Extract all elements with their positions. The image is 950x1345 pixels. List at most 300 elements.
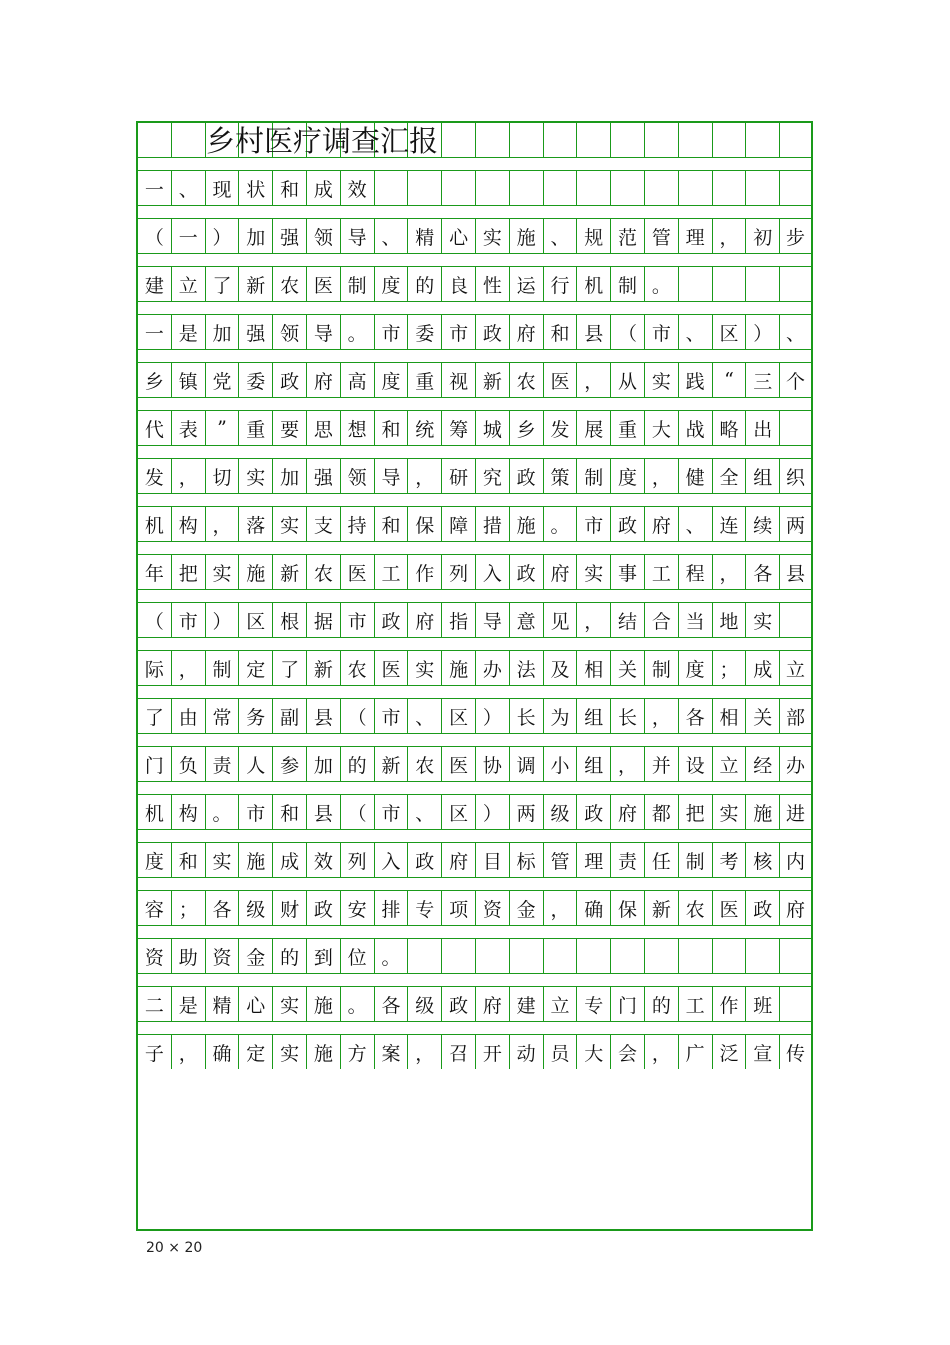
grid-cell: 为 [544,699,578,733]
grid-cell: ） [476,699,510,733]
row-gap-band [138,685,811,699]
grid-cell: 协 [476,747,510,781]
grid-cell: 资 [476,891,510,925]
text-row [138,219,811,253]
grid-cell: 责 [611,843,645,877]
grid-cell: 据 [307,603,341,637]
grid-cell: 府 [510,315,544,349]
grid-cell: 政 [273,363,307,397]
row-gap-band [138,973,811,987]
grid-cell: 府 [544,555,578,589]
grid-cell [442,171,476,205]
grid-cell [645,171,679,205]
grid-cell: 的 [645,987,679,1021]
grid-cell: 市 [375,795,409,829]
grid-cell: 金 [239,939,273,973]
text-row [138,267,811,301]
grid-cell: 医 [544,363,578,397]
grid-cell: 负 [172,747,206,781]
grid-cell: 的 [408,267,442,301]
grid-cell: 标 [510,843,544,877]
grid-cell: 都 [645,795,679,829]
manuscript-grid [136,121,813,1231]
grid-cell: 心 [239,987,273,1021]
grid-cell: 机 [138,795,172,829]
grid-cell: 两 [786,514,806,537]
text-row [138,1035,811,1069]
text-row [138,699,811,733]
grid-cell [442,939,476,973]
text-row [138,843,811,877]
grid-cell: 研 [442,459,476,493]
grid-cell: ） [476,795,510,829]
grid-cell: 农 [307,555,341,589]
grid-cell: 当 [679,603,713,637]
grid-cell: 实 [577,555,611,589]
grid-cell: 人 [239,747,273,781]
grid-cell [408,171,442,205]
grid-cell: 及 [544,651,578,685]
grid-cell: 度 [375,363,409,397]
grid-cell: 农 [679,891,713,925]
grid-cell: ， [713,219,747,253]
grid-cell: 位 [341,939,375,973]
grid-cell: 步 [786,226,806,249]
grid-cell: 现 [206,171,240,205]
grid-cell: 初 [746,219,780,253]
grid-cell [442,123,476,157]
grid-cell: 工 [645,555,679,589]
grid-cell: 县 [307,699,341,733]
grid-cell: 定 [239,1035,273,1069]
grid-cell: 行 [544,267,578,301]
grid-cell: 区 [239,603,273,637]
grid-cell: 区 [442,699,476,733]
grid-cell: 政 [442,987,476,1021]
grid-cell: 作 [408,555,442,589]
text-row [138,507,811,541]
grid-cell: 办 [786,754,806,777]
grid-cell: 的 [341,747,375,781]
grid-cell: 。 [375,939,409,973]
grid-cell [679,267,713,301]
grid-cell: 精 [408,219,442,253]
row-gap-band [138,877,811,891]
grid-cell: 持 [341,507,375,541]
grid-cell: 内 [786,850,806,873]
grid-cell: 实 [273,507,307,541]
grid-cell [611,171,645,205]
grid-cell [780,171,811,205]
grid-cell: 医 [375,651,409,685]
grid-cell: 构 [172,507,206,541]
grid-cell: 传 [786,1042,806,1065]
grid-cell: 实 [206,843,240,877]
grid-cell: 医 [307,267,341,301]
grid-cell [510,171,544,205]
grid-cell: 度 [375,267,409,301]
grid-cell [645,123,679,157]
grid-cell: 市 [239,795,273,829]
grid-cell: 市 [375,699,409,733]
grid-cell: 小 [544,747,578,781]
grid-cell: 府 [786,898,806,921]
grid-cell: ， [577,363,611,397]
grid-size-label: 20 × 20 [146,1240,203,1256]
grid-cell: 三 [746,363,780,397]
row-gap-band [138,157,811,171]
grid-cell: 制 [611,267,645,301]
grid-cell: 政 [375,603,409,637]
grid-cell: 市 [341,603,375,637]
grid-cell: 和 [375,507,409,541]
grid-cell: 安 [341,891,375,925]
grid-cell: 思 [307,411,341,445]
grid-cell: 良 [442,267,476,301]
grid-cell: 效 [307,843,341,877]
grid-cell: 规 [577,219,611,253]
grid-cell: 工 [679,987,713,1021]
grid-cell [577,939,611,973]
grid-cell: 。 [341,315,375,349]
text-row [138,171,811,205]
grid-cell: ， [206,507,240,541]
grid-cell: ） [206,219,240,253]
grid-cell: ； [713,651,747,685]
grid-cell: 农 [273,267,307,301]
grid-cell: 保 [408,507,442,541]
grid-cell: 确 [206,1035,240,1069]
grid-cell: 资 [206,939,240,973]
grid-cell: 级 [408,987,442,1021]
row-gap-band [138,925,811,939]
grid-cell: 重 [408,363,442,397]
grid-cell: 级 [544,795,578,829]
grid-cell: 性 [476,267,510,301]
grid-cell: 和 [273,795,307,829]
grid-cell [780,987,811,1021]
grid-cell: 农 [408,747,442,781]
grid-cell: ） [746,315,780,349]
grid-cell: ， [645,1035,679,1069]
grid-cell: 理 [679,219,713,253]
grid-cell: 、 [408,795,442,829]
grid-cell: 农 [510,363,544,397]
grid-cell: 并 [645,747,679,781]
grid-cell: 副 [273,699,307,733]
grid-cell: 市 [172,603,206,637]
grid-cell: 金 [510,891,544,925]
grid-cell: 泛 [713,1035,747,1069]
grid-cell: 相 [577,651,611,685]
grid-cell: 把 [172,555,206,589]
grid-cell: 考 [713,843,747,877]
grid-cell: 际 [138,651,172,685]
grid-cell: ， [172,1035,206,1069]
grid-cell: 农 [341,651,375,685]
grid-cell: 各 [746,555,780,589]
grid-cell: 由 [172,699,206,733]
grid-cell: 府 [645,507,679,541]
grid-cell: 施 [307,1035,341,1069]
grid-cell: 专 [577,987,611,1021]
grid-cell: 发 [138,459,172,493]
grid-cell: 新 [375,747,409,781]
grid-cell: 医 [442,747,476,781]
grid-cell: 作 [713,987,747,1021]
grid-cell: 组 [746,459,780,493]
grid-cell: 宣 [746,1035,780,1069]
grid-cell: 把 [679,795,713,829]
grid-cell: （ [341,699,375,733]
grid-cell: ， [408,1035,442,1069]
grid-cell [713,939,747,973]
grid-cell: 动 [510,1035,544,1069]
grid-cell: 各 [206,891,240,925]
grid-cell [577,171,611,205]
grid-cell: 经 [746,747,780,781]
grid-cell [780,267,811,301]
grid-cell: 实 [273,987,307,1021]
grid-cell [780,603,811,637]
grid-cell: 想 [341,411,375,445]
grid-cell: 参 [273,747,307,781]
grid-cell: 相 [713,699,747,733]
row-gap-band [138,253,811,267]
grid-cell: 务 [239,699,273,733]
grid-cell: 领 [307,219,341,253]
text-row [138,987,811,1021]
text-row [138,939,811,973]
grid-cell: 政 [476,315,510,349]
grid-cell: 区 [442,795,476,829]
grid-cell: 政 [408,843,442,877]
grid-cell: 实 [713,795,747,829]
grid-cell: 关 [746,699,780,733]
grid-cell: 管 [544,843,578,877]
grid-cell: 确 [577,891,611,925]
grid-cell: 导 [307,315,341,349]
row-gap-band [138,829,811,843]
grid-cell: 了 [206,267,240,301]
grid-cell: 和 [273,171,307,205]
grid-cell: 统 [408,411,442,445]
grid-cell: 责 [206,747,240,781]
row-gap-band [138,733,811,747]
grid-cell: 政 [746,891,780,925]
grid-cell: 表 [172,411,206,445]
grid-cell: 召 [442,1035,476,1069]
grid-cell: 心 [442,219,476,253]
grid-cell: ； [172,891,206,925]
grid-cell: 入 [476,555,510,589]
grid-cell: 方 [341,1035,375,1069]
row-gap-band [138,589,811,603]
grid-cell: 续 [746,507,780,541]
grid-cell: 一 [138,315,172,349]
grid-cell: 个 [786,370,806,393]
grid-cell: 各 [375,987,409,1021]
grid-cell [172,123,206,157]
grid-cell: 根 [273,603,307,637]
grid-cell: 施 [307,987,341,1021]
row-gap-band [138,301,811,315]
grid-cell: 府 [307,363,341,397]
row-gap-band [138,349,811,363]
grid-cell: 从 [611,363,645,397]
grid-cell: 导 [375,459,409,493]
grid-cell: 实 [239,459,273,493]
grid-cell: 实 [408,651,442,685]
grid-cell: 指 [442,603,476,637]
grid-cell: 立 [544,987,578,1021]
grid-cell: 组 [577,747,611,781]
grid-cell: 领 [273,315,307,349]
grid-cell: 实 [746,603,780,637]
row-gap-band [138,1021,811,1035]
grid-cell: 制 [206,651,240,685]
grid-cell: 、 [786,322,806,345]
grid-cell: 实 [206,555,240,589]
grid-cell: 保 [611,891,645,925]
grid-cell [645,939,679,973]
grid-cell: 理 [577,843,611,877]
grid-cell: 列 [341,843,375,877]
grid-cell: ） [206,603,240,637]
grid-cell: 战 [679,411,713,445]
grid-cell: 政 [510,555,544,589]
grid-cell: 出 [746,411,780,445]
grid-cell: 两 [510,795,544,829]
grid-cell: 市 [577,507,611,541]
grid-cell: 高 [341,363,375,397]
row-gap-band [138,397,811,411]
grid-cell: 定 [239,651,273,685]
grid-cell: 。 [206,795,240,829]
grid-cell: 强 [239,315,273,349]
grid-cell: 、 [679,315,713,349]
grid-cell [780,411,811,445]
grid-cell [746,939,780,973]
grid-cell: 长 [611,699,645,733]
grid-cell: 部 [786,706,806,729]
grid-cell [713,171,747,205]
grid-cell: 员 [544,1035,578,1069]
grid-cell: 办 [476,651,510,685]
grid-cell: 机 [138,507,172,541]
grid-cell: 实 [273,1035,307,1069]
grid-cell: 制 [341,267,375,301]
grid-cell: 子 [138,1035,172,1069]
grid-cell: 目 [476,843,510,877]
grid-cell: 班 [746,987,780,1021]
grid-cell: 、 [172,171,206,205]
grid-cell: 施 [239,555,273,589]
grid-cell [510,939,544,973]
grid-cell: 成 [273,843,307,877]
grid-cell: 加 [273,459,307,493]
grid-cell: 项 [442,891,476,925]
grid-cell: ， [172,651,206,685]
grid-cell [476,939,510,973]
grid-cell: 度 [138,843,172,877]
grid-cell: 和 [544,315,578,349]
grid-cell: 财 [273,891,307,925]
grid-cell: 县 [786,562,806,585]
grid-cell: 立 [786,658,806,681]
grid-cell: 法 [510,651,544,685]
text-row [138,651,811,685]
grid-cell: 门 [138,747,172,781]
grid-cell: 加 [307,747,341,781]
grid-cell: ， [544,891,578,925]
grid-cell: 大 [645,411,679,445]
grid-cell: 施 [746,795,780,829]
grid-cell: 落 [239,507,273,541]
grid-cell: 新 [239,267,273,301]
grid-cell: 范 [611,219,645,253]
grid-cell: 市 [442,315,476,349]
text-row [138,891,811,925]
grid-cell: 立 [713,747,747,781]
grid-cell [611,939,645,973]
grid-cell: 开 [476,1035,510,1069]
grid-cell: 市 [645,315,679,349]
grid-cell: 实 [645,363,679,397]
text-row [138,747,811,781]
grid-cell: 排 [375,891,409,925]
text-row [138,795,811,829]
grid-cell: 资 [138,939,172,973]
grid-cell: 新 [307,651,341,685]
grid-cell: 和 [375,411,409,445]
grid-cell: 加 [239,219,273,253]
grid-cell: 年 [138,555,172,589]
grid-cell [544,171,578,205]
grid-cell: （ [138,603,172,637]
grid-cell: 精 [206,987,240,1021]
grid-cell: 城 [476,411,510,445]
grid-cell: 、 [679,507,713,541]
grid-cell: 略 [713,411,747,445]
grid-cell: 委 [408,315,442,349]
grid-cell: 长 [510,699,544,733]
grid-cell [476,171,510,205]
row-gap-band [138,493,811,507]
grid-cell: 一 [172,219,206,253]
grid-cell: 连 [713,507,747,541]
grid-cell: 助 [172,939,206,973]
grid-cell: 管 [645,219,679,253]
grid-cell: 。 [645,267,679,301]
grid-cell: （ [341,795,375,829]
grid-cell [544,123,578,157]
grid-cell: （ [138,219,172,253]
document-title: 乡村医疗调查汇报 [206,124,439,158]
grid-cell: 调 [510,747,544,781]
grid-cell: 度 [611,459,645,493]
grid-cell: 医 [341,555,375,589]
grid-cell: 县 [307,795,341,829]
grid-cell: 、 [375,219,409,253]
text-row [138,603,811,637]
grid-cell [713,267,747,301]
text-row [138,459,811,493]
grid-cell: 筹 [442,411,476,445]
grid-cell: 制 [645,651,679,685]
grid-cell: 践 [679,363,713,397]
grid-cell [611,123,645,157]
